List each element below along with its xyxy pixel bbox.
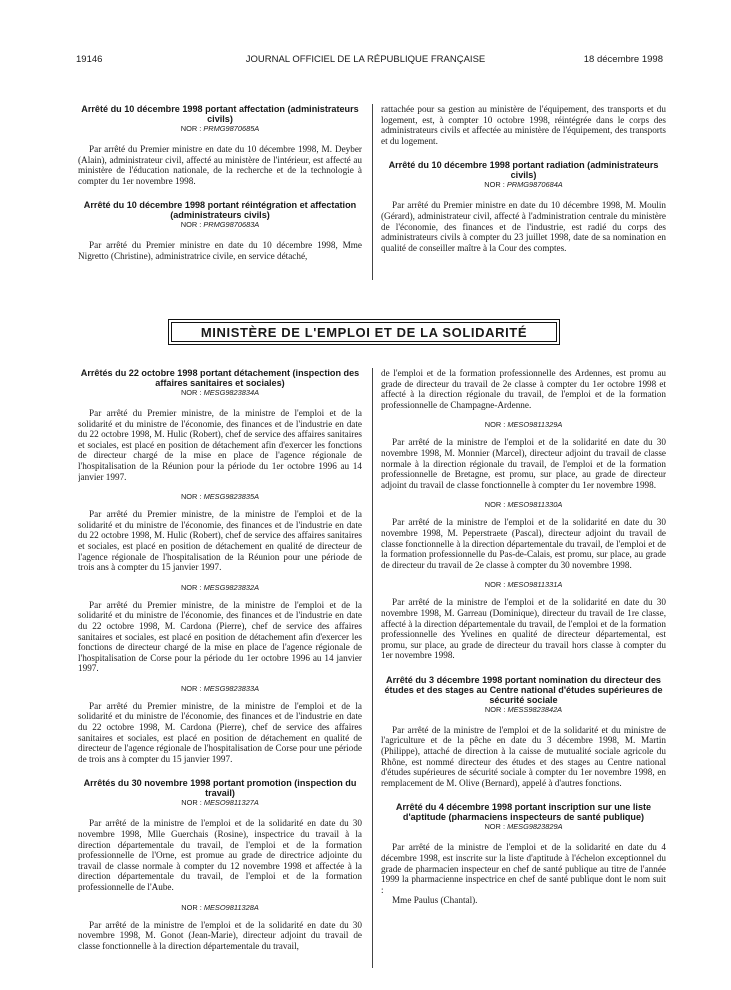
article-paragraph: Par arrêté de la ministre de l'emploi et de la solidarité en date du 30 novembre 1998, Mlle Guerchais (Rosine), inspectrice du travail à la direction départementale du travail, de l'emploi et de la formation professionnelle de l'Orne, est promue au grade de directrice adjointe du travail de classe normale à compter du 12 novembre 1998 et affectée à la direction départementale du travail, de l'emploi et de la formation professionnelle de l'Aube. <box>78 818 362 892</box>
nor-code: MESG9823834A <box>203 388 260 397</box>
nor-code: MESG9823835A <box>203 492 260 502</box>
article-paragraph: Par arrêté du Premier ministre, de la ministre de l'emploi et de la solidarité et du ministre de l'économie, des finances et de l'industrie en date du 22 octobre 1998, M. Cardona (Pierre), chef de service des affaires sanitaires et sociales, est placé en position de détachement en qualité de directeur de l'agence régionale de l'hospitalisation de Corse pour une période de trois ans à compter du 15 janvier 1997. <box>78 700 362 764</box>
nor-label: NOR : <box>180 388 202 397</box>
nor-reference <box>381 822 666 832</box>
top-right-column <box>381 104 666 253</box>
bottom-right-column <box>381 368 666 968</box>
nor-code: MESO9811327A <box>203 798 259 808</box>
nor-code: MESO9811331A <box>507 580 563 590</box>
article-paragraph: Par arrêté de la ministre de l'emploi et de la solidarité en date du 30 novembre 1998, M. Gonot (Jean-Marie), directeur adjoint du travail de classe fonctionnelle à la direction départementale du travail, <box>78 919 362 951</box>
nor-label: NOR : <box>180 582 202 592</box>
nor-reference <box>381 580 666 590</box>
nor-code: MESG9823832A <box>203 582 260 592</box>
nor-reference <box>78 903 362 913</box>
nor-code: PRMG9870684A <box>506 180 563 190</box>
nor-code: MESO9811328A <box>203 902 259 912</box>
article-title: Arrêté du 4 décembre 1998 portant inscription sur une liste d'aptitude (pharmaciens inspecteurs de santé publique) <box>395 802 652 823</box>
top-left-column <box>78 104 362 262</box>
nor-label: NOR : <box>484 420 506 430</box>
article-title: Arrêté du 10 décembre 1998 portant réintégration et affectation (administrateurs civils) <box>83 200 357 221</box>
article-paragraph-continued: rattachée pour sa gestion au ministère de l'équipement, des transports et du logement, est, à compter 10 octobre 1998, réintégrée dans le corps des administrateurs civils et affectée au ministère de l'équipement, des transports et du logement. <box>381 104 666 146</box>
nor-label: NOR : <box>484 180 505 190</box>
nor-reference <box>78 124 362 134</box>
nor-reference <box>78 798 362 808</box>
nor-code: MESO9811329A <box>507 420 563 430</box>
nor-label: NOR : <box>484 580 506 590</box>
article-paragraph: Par arrêté du Premier ministre en date du 10 décembre 1998, M. Moulin (Gérard), administrateur civil, affecté à l'administration centrale du ministère de l'économie, des finances et de l'industrie, est radié du corps des administrateurs civils à compter du 23 juillet 1998, date de sa nomination en qualité de conseiller maître à la Cour des comptes. <box>381 200 666 253</box>
article-paragraph: Par arrêté de la ministre de l'emploi et de la solidarité et du ministre de l'agriculture et de la pêche en date du 3 décembre 1998, M. Martin (Philippe), attaché de direction à la caisse de mutualité sociale agricole du Rhône, est nommé directeur des études et des stages au Centre national d'études supérieures de sécurité sociale à compter du 1er novembre 1998, en remplacement de M. Olive (Bernard), appelé à d'autres fonctions. <box>381 724 666 788</box>
article-paragraph: Par arrêté du Premier ministre en date du 10 décembre 1998, M. Deyber (Alain), administrateur civil, affecté au ministère de l'intérieur, est affecté au ministère de l'éducation nationale, de la recherche et de la technologie à compter du 1er novembre 1998. <box>78 144 362 186</box>
nor-label: NOR : <box>180 683 202 693</box>
nor-label: NOR : <box>484 822 505 832</box>
article-paragraph-continued: de l'emploi et de la formation professionnelle des Ardennes, est promu au grade de directeur du travail de 2e classe à compter du 1er octobre 1998 et affecté à la direction régionale du travail, de l'emploi et de la formation professionnelle de Champagne-Ardenne. <box>381 368 666 410</box>
nor-reference <box>381 500 666 510</box>
nor-label: NOR : <box>180 220 202 230</box>
article-title: Arrêtés du 30 novembre 1998 portant promotion (inspection du travail) <box>83 778 357 799</box>
article-paragraph: Par arrêté de la ministre de l'emploi et de la solidarité en date du 30 novembre 1998, M. Peperstraete (Pascal), directeur adjoint du travail de classe fonctionnelle à la direction départementale du travail, de l'emploi et de la formation professionnelle du Pas-de-Calais, est promu, sur place, au grade de directeur du travail de 2e classe à compter du 30 novembre 1998. <box>381 517 666 570</box>
article-paragraph: Par arrêté de la ministre de l'emploi et de la solidarité en date du 30 novembre 1998, M. Garreau (Dominique), directeur du travail de 1re classe, affecté à la direction départementale du travail, de l'emploi et de la formation professionnelle des Yvelines en qualité de directeur départemental, est promu, sur place, au grade de directeur du travail hors classe à compter du 1er novembre 1998. <box>381 597 666 661</box>
nor-reference <box>381 420 666 430</box>
nor-code: PRMG9870685A <box>203 124 260 133</box>
nor-reference <box>78 220 362 230</box>
article-paragraph: Par arrêté du Premier ministre, de la ministre de l'emploi et de la solidarité et du ministre de l'économie, des finances et de l'industrie en date du 22 octobre 1998, M. Hulic (Robert), chef de service des affaires sanitaires et sociales, est placé en position de détachement afin d'exercer les fonctions de directeur chargé de la mise en place de l'agence régionale de l'hospitalisation de la Réunion pour la période du 1er octobre 1996 au 14 janvier 1997. <box>78 408 362 482</box>
nor-code: MESG9823833A <box>203 683 260 693</box>
ministry-heading-box <box>168 319 560 345</box>
nor-label: NOR : <box>180 124 202 133</box>
journal-title: JOURNAL OFFICIEL DE LA RÉPUBLIQUE FRANÇAISE <box>245 54 486 65</box>
nor-label: NOR : <box>180 492 202 502</box>
article-title: Arrêté du 3 décembre 1998 portant nomination du directeur des études et des stages au Centre national d'études supérieures de sécurité sociale <box>384 674 663 705</box>
nor-label: NOR : <box>181 902 202 912</box>
nor-reference <box>78 388 362 398</box>
nor-reference <box>78 583 362 593</box>
top-column-divider <box>372 104 373 280</box>
bottom-left-column <box>78 368 362 968</box>
nor-reference <box>78 492 362 502</box>
bottom-column-divider <box>372 368 373 968</box>
article-paragraph: Par arrêté de la ministre de l'emploi et de la solidarité en date du 30 novembre 1998, M. Monnier (Marcel), directeur adjoint du travail de classe normale à la direction régionale du travail, de l'emploi et de la formation professionnelle de Bretagne, est promu, sur place, au grade de directeur adjoint du travail de classe fonctionnelle à compter du 1er novembre 1998. <box>381 437 666 490</box>
page-number: 19146 <box>76 54 103 65</box>
issue-date: 18 décembre 1998 <box>583 54 663 65</box>
article-paragraph: Par arrêté du Premier ministre, de la ministre de l'emploi et de la solidarité et du ministre de l'économie, des finances et de l'industrie en date du 22 octobre 1998, M. Cardona (Pierre), chef de service des affaires sanitaires et sociales, est placé en position de détachement afin d'exercer les fonctions de directeur chargé de la mise en place de l'agence régionale de l'hospitalisation de Corse pour la période du 1er octobre 1996 au 14 janvier 1997. <box>78 599 362 674</box>
article-paragraph: Par arrêté de la ministre de l'emploi et de la solidarité en date du 4 décembre 1998, est inscrite sur la liste d'aptitude à l'échelon exceptionnel du grade de pharmacien inspecteur en chef de santé publique au titre de l'année 1999 la pharmacienne inspectrice en chef de santé publique dont le nom suit : <box>381 842 666 895</box>
article-paragraph: Par arrêté du Premier ministre en date du 10 décembre 1998, Mme Nigretto (Christine), administratrice civile, en service détaché, <box>78 240 362 261</box>
article-title: Arrêté du 10 décembre 1998 portant affectation (administrateurs civils) <box>81 104 359 124</box>
article-paragraph: Par arrêté du Premier ministre, de la ministre de l'emploi et de la solidarité et du ministre de l'économie, des finances et de l'industrie en date du 22 octobre 1998, M. Hulic (Robert), chef de service des affaires sanitaires et sociales, est placé en position de détachement en qualité de directeur de l'agence régionale de l'hospitalisation de la Réunion pour une période de trois ans à compter du 15 janvier 1997. <box>78 509 362 573</box>
nor-code: MESG9823829A <box>507 822 563 832</box>
nor-code: PRMG9870683A <box>203 220 260 230</box>
listed-person-name: Mme Paulus (Chantal). <box>392 895 478 906</box>
nor-code: MESS9823842A <box>507 704 563 714</box>
ministry-title: MINISTÈRE DE L'EMPLOI ET DE LA SOLIDARITÉ <box>171 322 557 342</box>
article-title: Arrêtés du 22 octobre 1998 portant détachement (inspection des affaires sanitaires et sociales) <box>80 368 360 388</box>
nor-code: MESO9811330A <box>507 500 563 510</box>
nor-label: NOR : <box>484 704 506 714</box>
nor-label: NOR : <box>181 798 202 808</box>
nor-reference <box>381 705 666 715</box>
nor-reference <box>78 684 362 694</box>
nor-reference <box>381 180 666 190</box>
article-title: Arrêté du 10 décembre 1998 portant radiation (administrateurs civils) <box>388 160 659 181</box>
nor-label: NOR : <box>484 500 506 510</box>
